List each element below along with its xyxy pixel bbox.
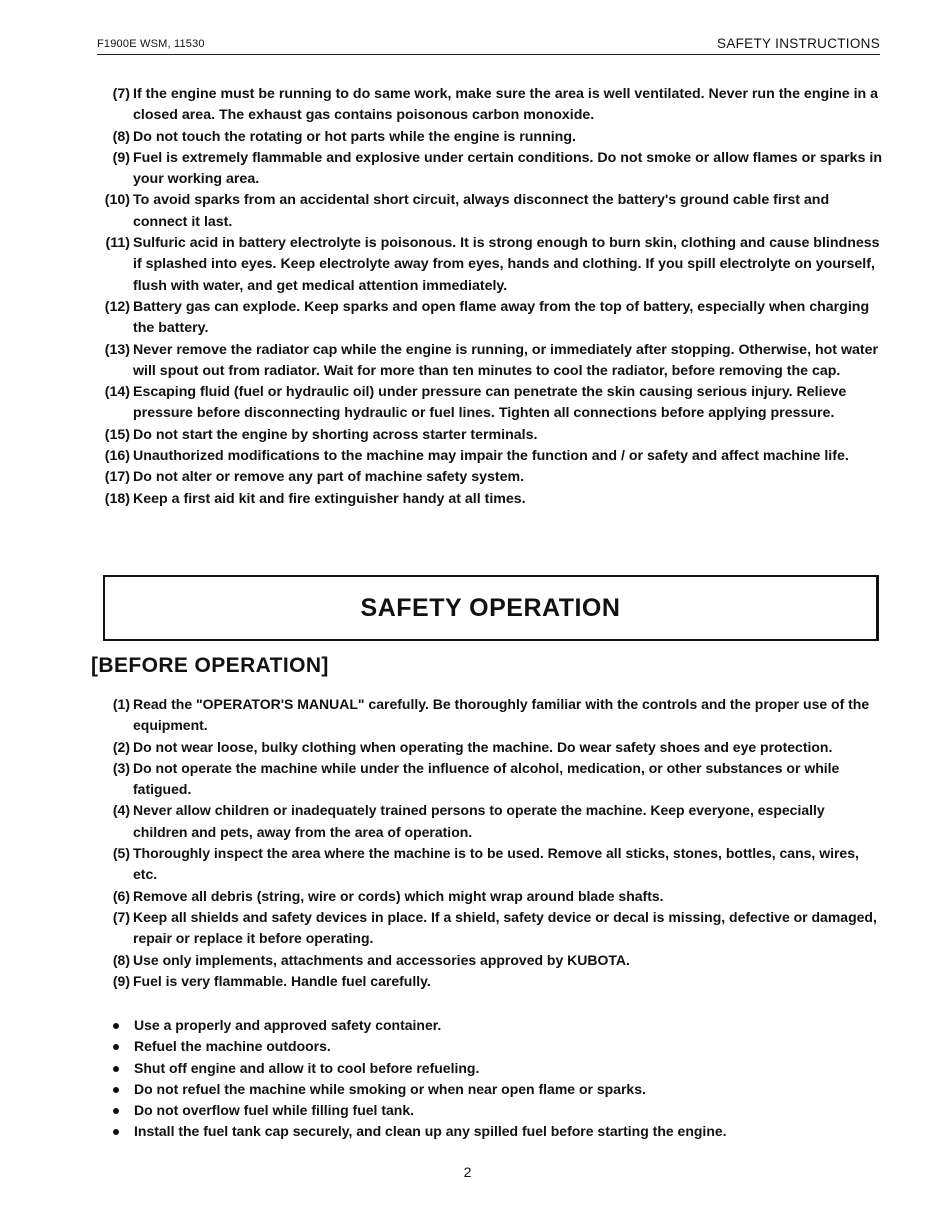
bullet-dot-icon (113, 1108, 119, 1114)
item-number: (8) (112, 951, 130, 968)
bullet-dot-icon (113, 1023, 119, 1029)
item-text: Keep a first aid kit and fire extinguisher handy at all times. (133, 490, 526, 507)
item-number: (17) (104, 469, 130, 486)
item-text: Read the "OPERATOR'S MANUAL" carefully. Be thoroughly familiar with the controls and the proper use of the equipment. (133, 696, 870, 734)
bullet-dot-icon (113, 1087, 119, 1093)
item-number: (7) (112, 908, 130, 925)
bullet-text: Shut off engine and allow it to cool before refueling. (134, 1059, 480, 1076)
page-number: 2 (463, 1164, 472, 1180)
item-number: (15) (104, 426, 130, 443)
list-item (92, 907, 882, 950)
item-number: (7) (112, 86, 130, 102)
list-item (92, 950, 882, 971)
bullet-item (110, 1036, 882, 1057)
bullet-item (110, 1079, 882, 1100)
list-item (92, 148, 882, 191)
bullet-item (110, 1121, 882, 1142)
list-item (92, 694, 882, 737)
bullet-text: Install the fuel tank cap securely, and clean up any spilled fuel before starting the engine. (134, 1123, 727, 1140)
bullet-item (110, 1100, 882, 1121)
item-text: If the engine must be running to do same work, make sure the area is well ventilated. Never run the engine in a closed area. The exhaust gas contains poisonous carbon monoxide. (133, 86, 879, 124)
item-number: (10) (104, 192, 130, 209)
doc-code: F1900E WSM, 11530 (97, 38, 205, 50)
list-item (92, 737, 882, 758)
item-text: Do not operate the machine while under the influence of alcohol, medication, or other substances or while fatigued. (133, 759, 840, 798)
item-number: (16) (104, 448, 130, 465)
list-item (92, 800, 882, 843)
item-number: (1) (112, 696, 130, 712)
section-header: SAFETY INSTRUCTIONS (717, 36, 880, 51)
list-item (92, 382, 882, 425)
fuel-handling-bullets (110, 1015, 882, 1143)
item-number: (6) (112, 887, 130, 904)
item-number: (11) (105, 235, 130, 252)
item-text: Thoroughly inspect the area where the machine is to be used. Remove all sticks, stones, bottles, cans, wires, etc. (133, 845, 859, 883)
item-text: Battery gas can explode. Keep sparks and open flame away from the top of battery, especially when charging the battery. (133, 298, 870, 337)
item-number: (9) (112, 149, 130, 166)
item-number: (2) (112, 738, 130, 755)
item-text: Do not touch the rotating or hot parts while the engine is running. (133, 128, 576, 145)
item-number: (12) (104, 298, 130, 315)
item-number: (5) (112, 845, 130, 862)
item-text: To avoid sparks from an accidental short circuit, always disconnect the battery's ground cable first and connect it last. (133, 192, 830, 230)
item-text: Never remove the radiator cap while the engine is running, or immediately after stopping. Otherwise, hot water will spout out from radiator. Wait for more than ten minutes to cool the radiator, before removing the cap. (133, 341, 879, 379)
item-text: Sulfuric acid in battery electrolyte is poisonous. It is strong enough to burn skin, clothing and cause blindness if splashed into eyes. Keep electrolyte away from eyes, hands and clothing. If you spill electrolyte on yourself, flush with water, and get medical attention immediately. (133, 235, 880, 294)
list-item (92, 467, 882, 488)
list-item (92, 489, 882, 510)
item-number: (13) (104, 341, 130, 358)
safety-instructions-list (92, 84, 882, 510)
section-title-box (103, 575, 879, 641)
bullet-dot-icon (113, 1066, 119, 1072)
item-text: Keep all shields and safety devices in place. If a shield, safety device or decal is missing, defective or damaged, repair or replace it before operating. (133, 908, 877, 947)
list-item (92, 233, 882, 297)
subsection-title: [BEFORE OPERATION] (91, 654, 329, 677)
list-item (92, 425, 882, 446)
item-number: (18) (104, 490, 130, 507)
item-text: Fuel is very flammable. Handle fuel carefully. (133, 972, 431, 989)
list-item (92, 843, 882, 886)
item-number: (14) (104, 384, 130, 401)
item-text: Escaping fluid (fuel or hydraulic oil) under pressure can penetrate the skin causing serious injury. Relieve pressure before disconnecting hydraulic or fuel lines. Tighten all connections before applying pressure. (133, 384, 847, 422)
bullet-item (110, 1015, 882, 1036)
list-item (92, 190, 882, 233)
item-number: (8) (112, 128, 130, 145)
list-item (92, 340, 882, 383)
item-text: Remove all debris (string, wire or cords) which might wrap around blade shafts. (133, 887, 664, 904)
item-text: Unauthorized modifications to the machine may impair the function and / or safety and affect machine life. (133, 448, 849, 465)
before-operation-list (92, 694, 882, 992)
item-text: Fuel is extremely flammable and explosive under certain conditions. Do not smoke or allow flames or sparks in your working area. (133, 149, 883, 188)
item-text: Do not wear loose, bulky clothing when operating the machine. Do wear safety shoes and eye protection. (133, 738, 833, 755)
list-item (92, 446, 882, 467)
bullet-text: Refuel the machine outdoors. (134, 1038, 331, 1055)
item-number: (9) (112, 972, 130, 989)
bullet-dot-icon (113, 1129, 119, 1135)
list-item (92, 127, 882, 148)
item-text: Never allow children or inadequately trained persons to operate the machine. Keep everyone, especially children and pets, away from the area of operation. (133, 802, 825, 840)
list-item (92, 758, 882, 801)
bullet-text: Do not overflow fuel while filling fuel tank. (134, 1102, 415, 1119)
bullet-item (110, 1058, 882, 1079)
bullet-text: Use a properly and approved safety container. (134, 1017, 442, 1033)
page-header (97, 36, 880, 55)
list-item (92, 84, 882, 127)
list-item (92, 886, 882, 907)
item-text: Use only implements, attachments and accessories approved by KUBOTA. (133, 951, 630, 968)
list-item (92, 297, 882, 340)
bullet-dot-icon (113, 1044, 119, 1050)
list-item (92, 971, 882, 992)
item-number: (4) (112, 802, 130, 819)
section-title: SAFETY OPERATION (360, 594, 621, 622)
item-text: Do not alter or remove any part of machine safety system. (133, 469, 525, 486)
item-text: Do not start the engine by shorting across starter terminals. (133, 426, 538, 443)
bullet-text: Do not refuel the machine while smoking or when near open flame or sparks. (134, 1080, 646, 1097)
item-number: (3) (112, 759, 130, 776)
